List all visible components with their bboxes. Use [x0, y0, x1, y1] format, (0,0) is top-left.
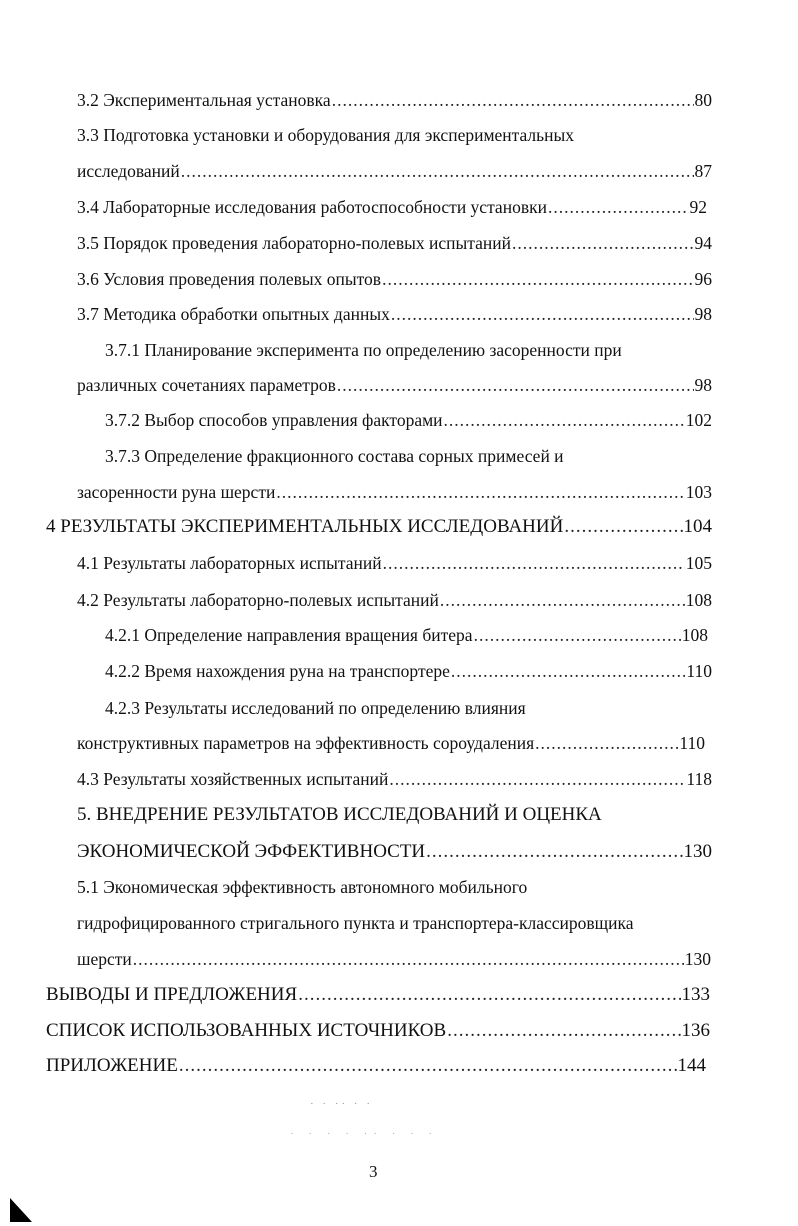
toc-entry-3-7-3-line1: 3.7.3 Определение фракционного состава сорных примесей и: [105, 446, 564, 466]
toc-leader-dots: [181, 155, 694, 187]
toc-entry-5-1: [77, 943, 711, 975]
toc-leader-dots: [179, 1050, 677, 1082]
toc-page-number: 136: [681, 1020, 710, 1041]
toc-page-number: 108: [681, 625, 708, 645]
toc-page-number: 98: [694, 375, 712, 395]
toc-page-number: 104: [683, 516, 712, 537]
toc-entry-3-3: [77, 155, 712, 187]
toc-entry-3-2: [77, 84, 712, 116]
toc-entry-3-6: [77, 263, 712, 295]
toc-entry-text: различных сочетаниях параметров: [77, 375, 336, 395]
toc-entry-3-7: [77, 298, 712, 330]
corner-triangle-mark: [10, 1198, 32, 1222]
toc-leader-dots: [444, 404, 685, 436]
toc-entry-text: ПРИЛОЖЕНИЕ: [46, 1055, 178, 1076]
toc-leader-dots: [451, 655, 686, 687]
toc-entry-3-4: [77, 191, 707, 223]
toc-entry-text: ЭКОНОМИЧЕСКОЙ ЭФФЕКТИВНОСТИ: [77, 841, 426, 862]
toc-page-number: 103: [685, 482, 712, 502]
toc-entry-text: 4.1 Результаты лабораторных испытаний: [77, 553, 382, 573]
toc-leader-dots: [426, 836, 682, 868]
toc-page-number: 102: [685, 410, 712, 430]
toc-entry-4-2-3-line1: 4.2.3 Результаты исследований по определению влияния: [105, 698, 526, 718]
toc-entry-4-2-1: [105, 619, 708, 651]
toc-entry-3-3-line1: 3.3 Подготовка установки и оборудования для экспериментальных: [77, 125, 575, 145]
toc-leader-dots: [564, 511, 682, 543]
scan-noise: · · · · ·· · · ·: [290, 1128, 439, 1140]
toc-page-number: 87: [694, 161, 712, 181]
toc-entry-text: 4.3 Результаты хозяйственных испытаний: [77, 769, 389, 789]
scan-noise: · · ·· · ·: [310, 1098, 373, 1110]
toc-entry-text: шерсти: [77, 949, 132, 969]
toc-entry-4-2-3: [77, 727, 705, 759]
toc-entry-text: 4 РЕЗУЛЬТАТЫ ЭКСПЕРИМЕНТАЛЬНЫХ ИССЛЕДОВАНИЙ: [46, 516, 564, 537]
toc-entry-text: 4.2.1 Определение направления вращения битера: [105, 625, 473, 645]
toc-entry-text: 3.7 Методика обработки опытных данных: [77, 304, 390, 324]
toc-entry-text: 4.2.2 Время нахождения руна на транспортере: [105, 661, 450, 681]
toc-entry-4-3: [77, 763, 712, 795]
toc-page-number: 94: [694, 233, 712, 253]
toc-page-number: 133: [681, 984, 710, 1005]
toc-leader-dots: [337, 369, 694, 401]
page-number: 3: [369, 1162, 378, 1181]
toc-page-number: 110: [686, 661, 712, 681]
toc-entry-3-5: [77, 227, 712, 259]
toc-leader-dots: [512, 227, 694, 259]
toc-page-number: 118: [686, 769, 712, 789]
toc-entry-text: 3.6 Условия проведения полевых опытов: [77, 269, 382, 289]
toc-leader-dots: [440, 584, 685, 616]
toc-entry-appendix: [46, 1050, 706, 1082]
toc-page-number: 92: [689, 197, 707, 217]
toc-entry-4-2-2: [105, 655, 712, 687]
toc-entry-4-1: [77, 547, 712, 579]
toc-page-number: 130: [684, 949, 711, 969]
toc-entry-text: 3.4 Лабораторные исследования работоспособности установки: [77, 197, 547, 217]
toc-page-number: 98: [694, 304, 712, 324]
toc-entry-3-7-1-line1: 3.7.1 Планирование эксперимента по определению засоренности при: [105, 340, 622, 360]
toc-page-number: 105: [685, 553, 712, 573]
toc-leader-dots: [298, 979, 680, 1011]
toc-entry-text: конструктивных параметров на эффективность сороудаления: [77, 733, 535, 753]
toc-entry-references: [46, 1015, 710, 1047]
toc-entry-text: 3.2 Экспериментальная установка: [77, 90, 331, 110]
toc-leader-dots: [389, 763, 685, 795]
toc-leader-dots: [391, 298, 694, 330]
toc-leader-dots: [548, 191, 689, 223]
toc-page-number: 108: [685, 590, 712, 610]
toc-entry-4-2: [77, 584, 712, 616]
toc-leader-dots: [133, 943, 684, 975]
toc-leader-dots: [447, 1015, 680, 1047]
toc-entry-chapter-5-line1: 5. ВНЕДРЕНИЕ РЕЗУЛЬТАТОВ ИССЛЕДОВАНИЙ И ОЦЕНКА: [77, 804, 602, 825]
toc-entry-text: СПИСОК ИСПОЛЬЗОВАННЫХ ИСТОЧНИКОВ: [46, 1020, 447, 1041]
toc-page-number: 130: [683, 841, 712, 862]
toc-entry-chapter-5: [77, 836, 712, 868]
toc-page-number: 80: [694, 90, 712, 110]
toc-leader-dots: [535, 727, 678, 759]
toc-entry-3-7-3: [77, 476, 712, 508]
toc-entry-3-7-2: [105, 404, 712, 436]
toc-leader-dots: [332, 84, 694, 116]
toc-page-number: 110: [679, 733, 705, 753]
toc-entry-text: исследований: [77, 161, 180, 181]
toc-leader-dots: [474, 619, 681, 651]
toc-entry-5-1-line2: гидрофицированного стригального пункта и транспортера-классировщика: [77, 913, 634, 933]
toc-page-number: 96: [694, 269, 712, 289]
toc-entry-5-1-line1: 5.1 Экономическая эффективность автономного мобильного: [77, 877, 528, 897]
toc-entry-3-7-1: [77, 369, 712, 401]
toc-entry-text: 4.2 Результаты лабораторно-полевых испытаний: [77, 590, 439, 610]
toc-entry-chapter-4: [46, 511, 712, 543]
toc-entry-text: 3.5 Порядок проведения лабораторно-полевых испытаний: [77, 233, 511, 253]
toc-leader-dots: [382, 263, 693, 295]
toc-entry-text: 3.7.2 Выбор способов управления факторами: [105, 410, 443, 430]
toc-leader-dots: [276, 476, 684, 508]
toc-entry-text: ВЫВОДЫ И ПРЕДЛОЖЕНИЯ: [46, 984, 298, 1005]
toc-page-number: 144: [677, 1055, 706, 1076]
toc-leader-dots: [383, 547, 685, 579]
toc-entry-text: засоренности руна шерсти: [77, 482, 276, 502]
toc-entry-conclusions: [46, 979, 710, 1011]
